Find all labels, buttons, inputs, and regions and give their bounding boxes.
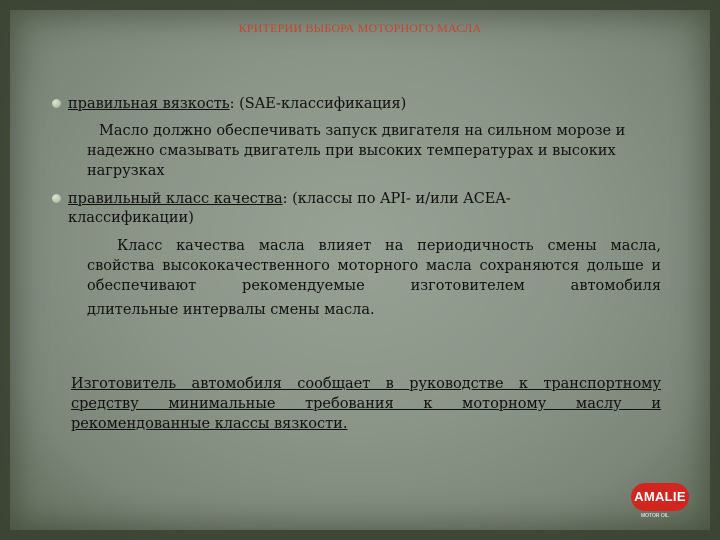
slide-title: КРИТЕРИИ ВЫБОРА МОТОРНОГО МАСЛА: [238, 21, 482, 35]
bullet-quality-classification: : (классы по API- и/или ACEA-: [282, 191, 511, 207]
bullet-viscosity-heading: правильная вязкость: [68, 96, 230, 112]
logo-subtitle: MOTOR OIL: [641, 513, 669, 519]
footer-text: Изготовитель автомобиля сообщает в руководстве к транспортному средству минимальные требования к моторному маслу и: [71, 376, 661, 412]
logo-badge: AMALIE: [631, 483, 689, 511]
bullet-quality-class: [58, 190, 668, 208]
bullet-dot-icon: [52, 194, 61, 203]
bullet-quality-line2: классификации): [68, 210, 194, 226]
bullet-viscosity: [58, 95, 668, 113]
quality-description-last: длительные интервалы смены масла.: [87, 302, 375, 318]
amalie-logo: [627, 483, 713, 527]
quality-description: Класс качества масла влияет на периодичность смены масла, свойства высококачественного моторного масла сохраняются дольше и обеспечивают рекомендуемые изготовителем автомобиля: [87, 238, 661, 294]
bullet-dot-icon: [52, 99, 61, 108]
bullet-viscosity-text: [68, 96, 406, 112]
bullet-quality-text: [68, 191, 511, 207]
footer-text-last: рекомендованные классы вязкости.: [71, 416, 348, 432]
bullet-viscosity-classification: : (SAE-классификация): [229, 96, 407, 112]
viscosity-description: Масло должно обеспечивать запуск двигателя на сильном морозе и надежно смазывать двигатель при высоких температурах и высоких нагрузках: [87, 123, 626, 179]
bullet-quality-heading: правильный класс качества: [68, 191, 283, 207]
